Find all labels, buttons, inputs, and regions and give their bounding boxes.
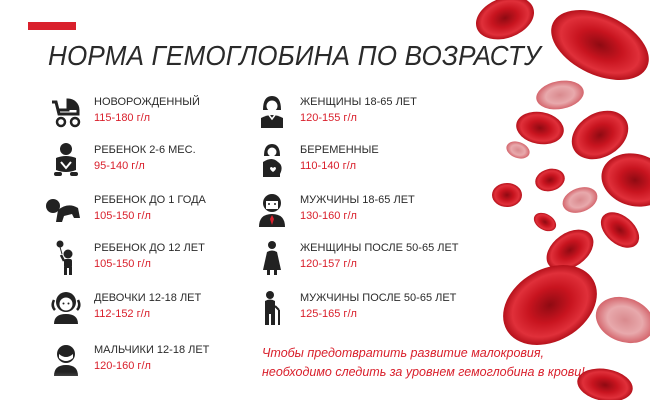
bottom-fade	[0, 372, 260, 400]
list-item-infant	[48, 142, 248, 184]
man-icon	[254, 192, 290, 228]
list-item-men-after-50	[254, 290, 484, 332]
list-item-women-after-50	[254, 240, 484, 282]
item-label: РЕБЕНОК 2-6 МЕС.	[94, 144, 196, 156]
note-line-2: необходимо следить за уровнем гемоглобина в крови!	[262, 365, 585, 379]
crawling-baby-icon	[44, 192, 84, 228]
list-item-girls	[48, 290, 248, 332]
item-label: БЕРЕМЕННЫЕ	[300, 144, 379, 156]
item-value: 105-150 г/л	[94, 258, 151, 270]
note-line-1: Чтобы предотвратить развитие малокровия,	[262, 346, 545, 360]
elderly-man-icon	[254, 290, 290, 326]
girl-icon	[48, 290, 84, 326]
item-label: МУЖЧИНЫ 18-65 ЛЕТ	[300, 194, 415, 206]
item-value: 95-140 г/л	[94, 160, 145, 172]
list-item-newborn	[48, 94, 248, 136]
item-value: 120-155 г/л	[300, 112, 357, 124]
item-label: МУЖЧИНЫ ПОСЛЕ 50-65 ЛЕТ	[300, 292, 457, 304]
item-label: ЖЕНЩИНЫ ПОСЛЕ 50-65 ЛЕТ	[300, 242, 459, 254]
list-item-women	[254, 94, 474, 136]
list-item-men	[254, 192, 474, 234]
list-item-under-1-year	[44, 192, 254, 234]
pregnant-woman-icon	[254, 142, 290, 178]
list-item-pregnant	[254, 142, 474, 184]
item-value: 120-160 г/л	[94, 360, 151, 372]
item-value: 112-152 г/л	[94, 308, 151, 320]
warning-note	[262, 344, 642, 382]
item-label: РЕБЕНОК ДО 12 ЛЕТ	[94, 242, 205, 254]
elderly-woman-icon	[254, 240, 290, 276]
item-value: 130-160 г/л	[300, 210, 357, 222]
item-value: 110-140 г/л	[300, 160, 357, 172]
list-item-under-12	[48, 240, 248, 282]
item-value: 105-150 г/л	[94, 210, 151, 222]
item-value: 120-157 г/л	[300, 258, 357, 270]
item-label: РЕБЕНОК ДО 1 ГОДА	[94, 194, 206, 206]
baby-stroller-icon	[48, 94, 84, 130]
item-label: МАЛЬЧИКИ 12-18 ЛЕТ	[94, 344, 210, 356]
item-label: НОВОРОЖДЕННЫЙ	[94, 96, 200, 108]
woman-icon	[254, 94, 290, 130]
accent-bar	[28, 22, 76, 30]
item-label: ЖЕНЩИНЫ 18-65 ЛЕТ	[300, 96, 417, 108]
item-label: ДЕВОЧКИ 12-18 ЛЕТ	[94, 292, 202, 304]
item-value: 125-165 г/л	[300, 308, 357, 320]
child-with-balloon-icon	[48, 240, 84, 276]
page-title: НОРМА ГЕМОГЛОБИНА ПО ВОЗРАСТУ	[48, 40, 541, 71]
infant-icon	[48, 142, 84, 178]
item-value: 115-180 г/л	[94, 112, 151, 124]
